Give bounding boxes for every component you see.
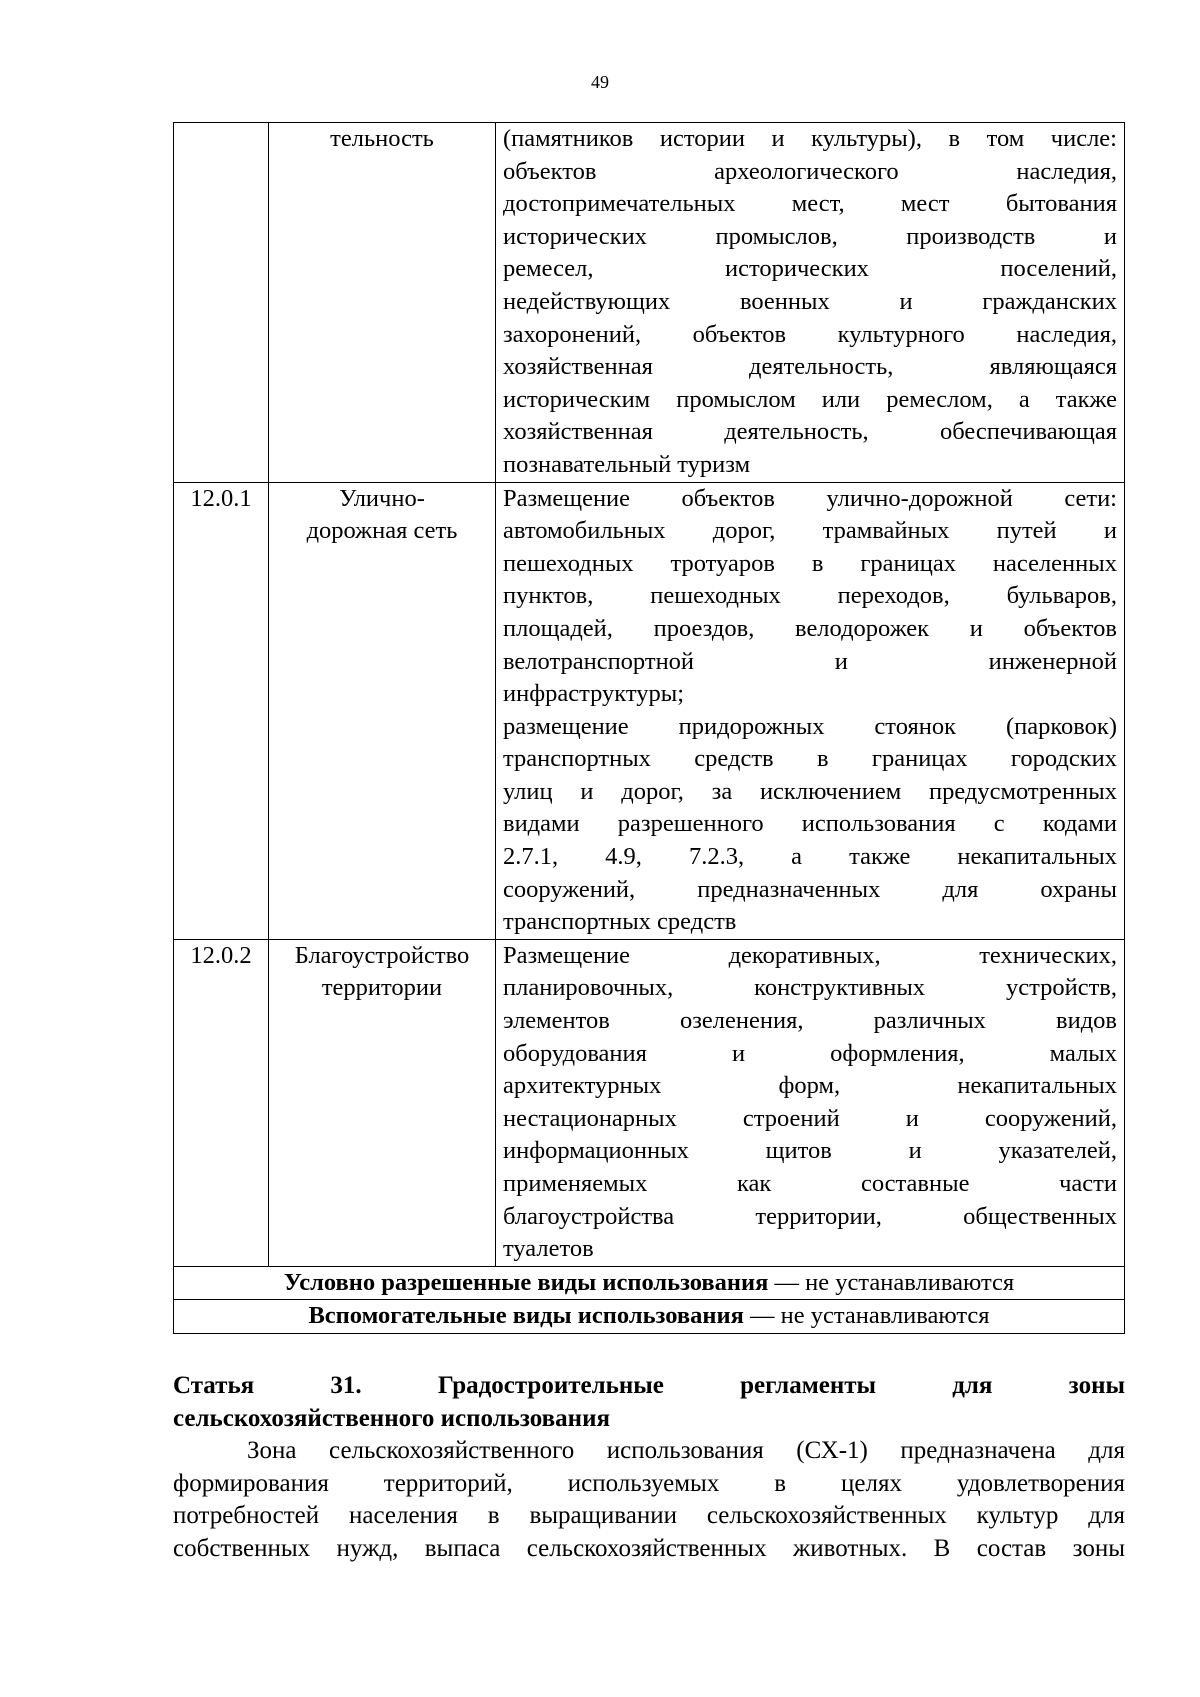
article-body-line: собственных нужд, выпаса сельскохозяйственных животных. В состав зоны — [173, 1534, 1125, 1562]
description-line: хозяйственная деятельность, являющаяся — [503, 353, 1117, 381]
description-line: площадей, проездов, велодорожек и объектов — [503, 614, 1117, 642]
use-name-cell — [269, 482, 496, 939]
table-row — [174, 482, 1125, 939]
table-row — [174, 123, 1125, 483]
description-line: транспортных средств — [503, 908, 737, 936]
auxiliary-uses-row — [174, 1300, 1125, 1334]
article-31 — [173, 1370, 1125, 1565]
auxiliary-uses-row-cell — [174, 1300, 1125, 1334]
description-line: размещение придорожных стоянок (парковок) — [503, 712, 1117, 740]
description-line: пешеходных тротуаров в границах населенных — [503, 549, 1117, 577]
article-body-line: потребностей населения в выращивании сельскохозяйственных культур для — [173, 1502, 1125, 1529]
use-name-line: Благоустройство — [294, 941, 470, 969]
use-category-label: Условно разрешенные виды использования — [283, 1268, 769, 1296]
description-line: туалетов — [503, 1235, 594, 1263]
description-line: инфраструктуры; — [503, 680, 685, 708]
article-title-line: Статья 31. Градостроительные регламенты для зоны — [173, 1372, 1125, 1399]
use-category-status: — не устанавливаются — [768, 1268, 1015, 1296]
use-code-cell: 12.0.1 — [174, 482, 269, 939]
use-code-cell: 12.0.2 — [174, 939, 269, 1266]
article-body-line: формирования территорий, используемых в целях удовлетворения — [173, 1469, 1125, 1497]
description-line: Размещение объектов улично-дорожной сети: — [503, 484, 1117, 512]
use-category-label: Вспомогательные виды использования — [308, 1302, 744, 1330]
description-line: архитектурных форм, некапитальных — [503, 1072, 1117, 1100]
description-line: информационных щитов и указателей, — [503, 1137, 1117, 1165]
regulations-table — [173, 122, 1125, 1334]
description-line: захоронений, объектов культурного наследия, — [503, 320, 1117, 348]
use-category-status: — не устанавливаются — [743, 1302, 990, 1330]
use-description-cell — [496, 939, 1125, 1266]
description-line: оборудования и оформления, малых — [503, 1039, 1117, 1067]
description-line: Размещение декоративных, технических, — [503, 941, 1117, 969]
description-line: достопримечательных мест, мест бытования — [503, 190, 1117, 218]
use-name-cell — [269, 123, 496, 483]
description-line: сооружений, предназначенных для охраны — [503, 875, 1117, 903]
description-line: 2.7.1, 4.9, 7.2.3, а также некапитальных — [503, 843, 1117, 871]
use-description-cell — [496, 123, 1125, 483]
conditional-uses-row-cell — [174, 1266, 1125, 1300]
article-body — [173, 1435, 1125, 1565]
description-line: исторических промыслов, производств и — [503, 222, 1117, 250]
description-line: планировочных, конструктивных устройств, — [503, 974, 1117, 1002]
conditional-uses-row — [174, 1266, 1125, 1300]
description-line: (памятников истории и культуры), в том числе: — [503, 125, 1117, 152]
description-line: элементов озеленения, различных видов — [503, 1007, 1117, 1035]
description-line: ремесел, исторических поселений, — [503, 255, 1117, 283]
use-name-line: территории — [321, 974, 443, 1002]
description-line: нестационарных строений и сооружений, — [503, 1104, 1117, 1132]
description-line: автомобильных дорог, трамвайных путей и — [503, 517, 1117, 545]
description-line: благоустройства территории, общественных — [503, 1202, 1117, 1230]
description-line: велотранспортной и инженерной — [503, 647, 1117, 675]
article-title — [173, 1370, 1125, 1435]
page-number: 49 — [591, 72, 609, 92]
description-line: хозяйственная деятельность, обеспечивающая — [503, 418, 1117, 446]
description-line: пунктов, пешеходных переходов, бульваров, — [503, 582, 1117, 610]
description-line: видами разрешенного использования с кодами — [503, 810, 1117, 838]
description-line: применяемых как составные части — [503, 1170, 1117, 1197]
table-row — [174, 939, 1125, 1266]
use-name-line: Улично- — [339, 484, 425, 512]
description-line: познавательный туризм — [503, 450, 751, 478]
use-name-cell — [269, 939, 496, 1266]
use-description-cell — [496, 482, 1125, 939]
description-line: историческим промыслом или ремеслом, а также — [503, 385, 1117, 413]
description-line: недействующих военных и гражданских — [503, 287, 1117, 315]
use-code-cell — [174, 123, 269, 483]
article-body-line: Зона сельскохозяйственного использования (СХ-1) предназначена для — [247, 1437, 1125, 1464]
article-title-line: сельскохозяйственного использования — [173, 1404, 611, 1432]
description-line: объектов археологического наследия, — [503, 157, 1117, 185]
description-line: транспортных средств в границах городских — [503, 745, 1117, 773]
use-name-line: тельность — [330, 125, 434, 152]
use-name-line: дорожная сеть — [306, 517, 458, 545]
description-line: улиц и дорог, за исключением предусмотренных — [503, 777, 1117, 805]
